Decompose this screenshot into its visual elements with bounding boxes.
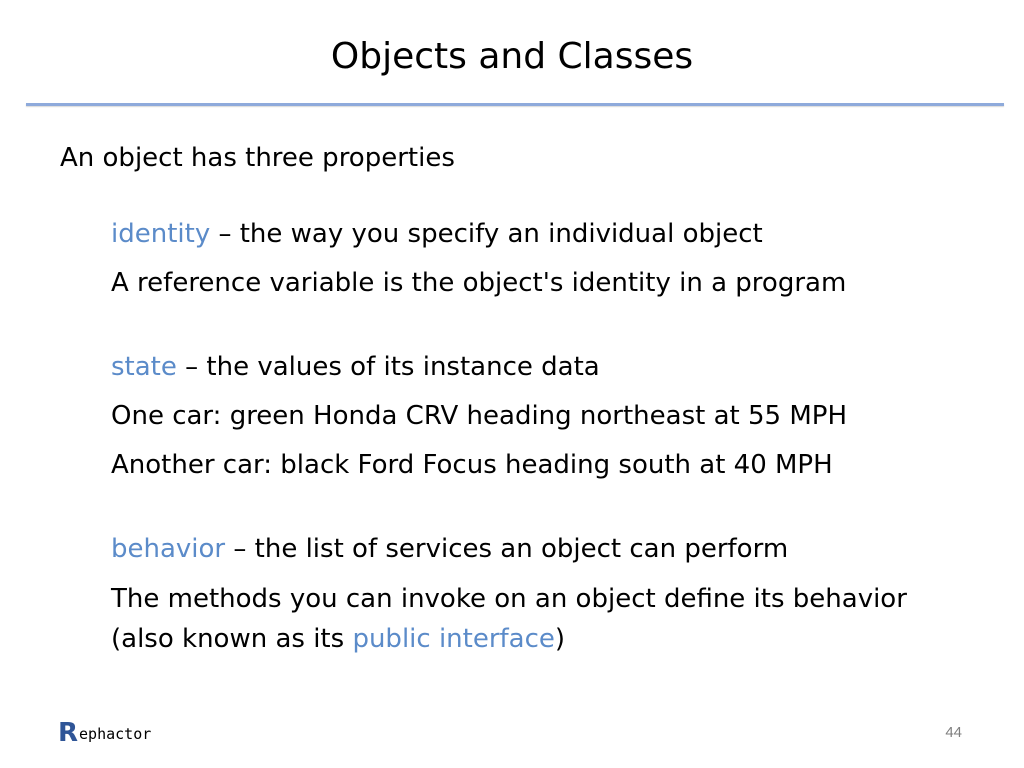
behavior-description: – the list of services an object can perform bbox=[225, 534, 789, 564]
identity-term: identity bbox=[111, 219, 211, 249]
state-detail-2: Another car: black Ford Focus heading south at 40 MPH bbox=[111, 450, 833, 480]
behavior-heading bbox=[111, 534, 788, 564]
rephactor-logo bbox=[58, 718, 151, 746]
behavior-detail-2-suffix: ) bbox=[554, 624, 566, 654]
identity-description: – the way you specify an individual object bbox=[210, 219, 763, 249]
state-term: state bbox=[111, 352, 177, 382]
logo-initial: R bbox=[58, 718, 79, 748]
state-detail-1: One car: green Honda CRV heading northeast at 55 MPH bbox=[111, 401, 847, 431]
behavior-detail-2 bbox=[111, 624, 565, 654]
behavior-detail-1: The methods you can invoke on an object define its behavior bbox=[111, 584, 907, 614]
logo-wordmark: ephactor bbox=[79, 725, 152, 743]
public-interface-term: public interface bbox=[352, 624, 555, 654]
behavior-detail-2-prefix: (also known as its bbox=[111, 624, 353, 654]
page-number: 44 bbox=[945, 724, 962, 741]
behavior-term: behavior bbox=[111, 534, 226, 564]
title-divider bbox=[26, 103, 1004, 106]
state-heading bbox=[111, 352, 600, 382]
slide-title: Objects and Classes bbox=[330, 36, 694, 77]
intro-text: An object has three properties bbox=[60, 143, 455, 173]
state-description: – the values of its instance data bbox=[176, 352, 600, 382]
identity-detail: A reference variable is the object's identity in a program bbox=[111, 268, 847, 298]
identity-heading bbox=[111, 219, 763, 249]
